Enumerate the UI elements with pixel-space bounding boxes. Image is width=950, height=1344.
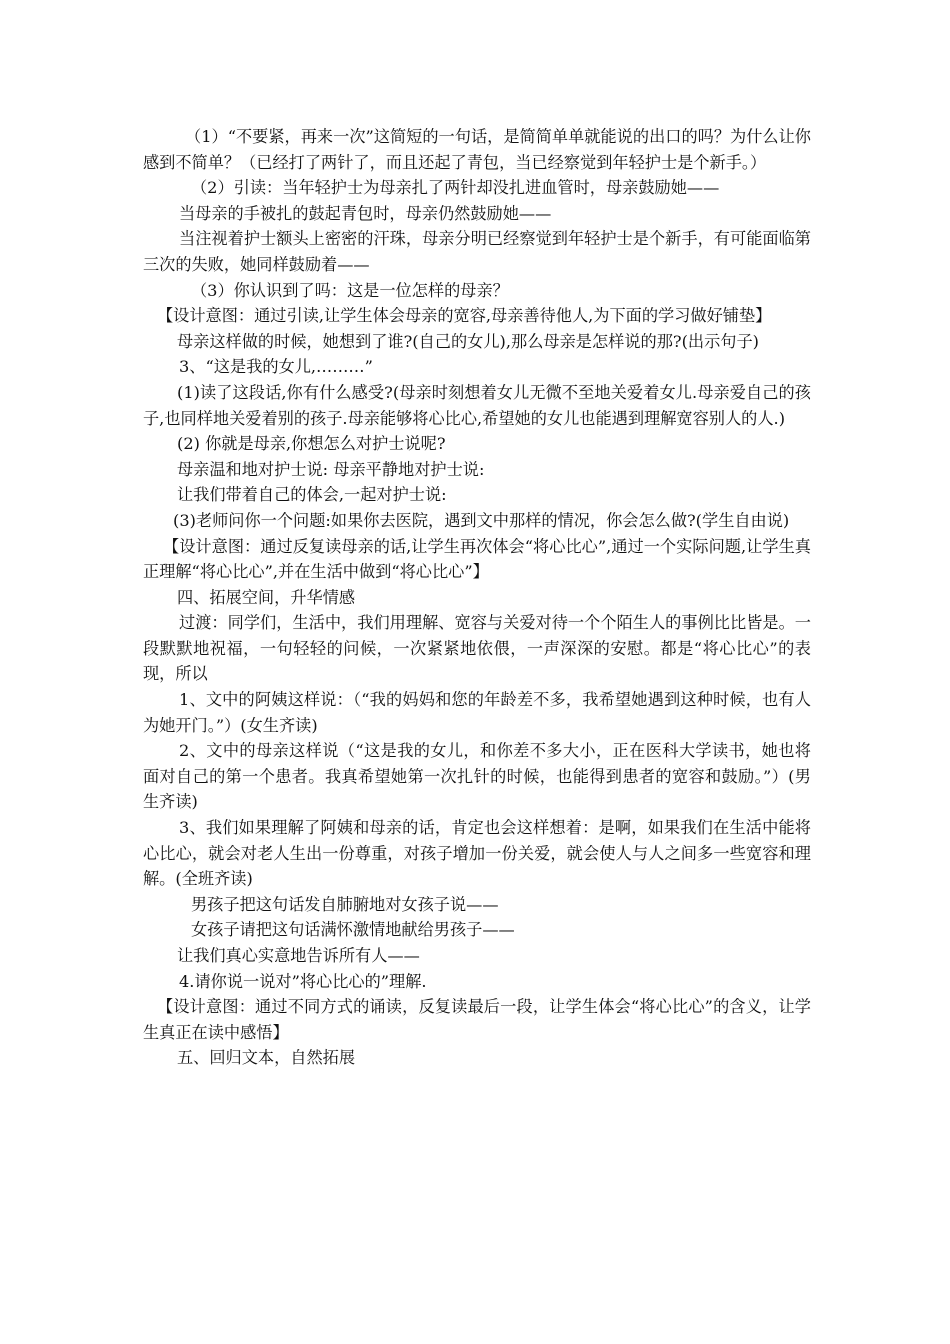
paragraph-16: 过渡：同学们，生活中，我们用理解、宽容与关爱对待一个个陌生人的事例比比皆是。一段默默地祝福，一句轻轻的问候，一次紧紧地依偎，一声深深的安慰。都是“将心比心”的表现，所以 xyxy=(143,613,811,684)
paragraph-18: 2、文中的母亲这样说（“这是我的女儿，和你差不多大小，正在医科大学读书，她也将面对自己的第一个患者。我真希望她第一次扎针的时候，也能得到患者的宽容和鼓励。”）(男生齐读) xyxy=(143,741,811,812)
paragraph-23: 4.请你说一说对”将心比心的”理解. xyxy=(179,971,427,991)
paragraph-17: 1、文中的阿姨这样说：（“我的妈妈和您的年龄差不多，我希望她遇到这种时候，也有人为她开门。”）(女生齐读) xyxy=(143,690,811,735)
paragraph-7: 母亲这样做的时候，她想到了谁?(自己的女儿),那么母亲是怎样说的那?(出示句子) xyxy=(177,331,759,351)
section-heading-5: 五、回归文本，自然拓展 xyxy=(177,1048,356,1068)
section-heading-4: 四、拓展空间，升华情感 xyxy=(177,587,356,607)
paragraph-5: （3）你认识到了吗：这是一位怎样的母亲？ xyxy=(191,280,509,300)
paragraph-1: （1）“不要紧，再来一次”这简短的一句话，是简简单单就能说的出口的吗？为什么让你感到不简单？（已经打了两针了，而且还起了青包，当已经察觉到年轻护士是个新手。） xyxy=(143,127,811,172)
paragraph-8: 3、“这是我的女儿,………” xyxy=(179,357,373,377)
paragraph-9: (1)读了这段话,你有什么感受?(母亲时刻想着女儿无微不至地关爱着女儿.母亲爱自己的孩子,也同样地关爱着别的孩子.母亲能够将心比心,希望她的女儿也能遇到理解宽容别人的人.) xyxy=(143,382,811,428)
paragraph-22: 让我们真心实意地告诉所有人—— xyxy=(177,946,420,965)
paragraph-3: 当母亲的手被扎的鼓起青包时，母亲仍然鼓励她—— xyxy=(179,203,552,223)
design-intent-1: 【设计意图：通过引读,让学生体会母亲的宽容,母亲善待他人,为下面的学习做好铺垫】 xyxy=(157,306,772,326)
paragraph-10: (2) 你就是母亲,你想怎么对护士说呢? xyxy=(177,434,446,454)
paragraph-12: 让我们带着自己的体会,一起对护士说: xyxy=(177,485,447,505)
paragraph-19: 3、我们如果理解了阿姨和母亲的话，肯定也会这样想着：是啊，如果我们在生活中能将心比心，就会对老人生出一份尊重，对孩子增加一份关爱，就会使人与人之间多一些宽容和理解。(全班齐读) xyxy=(143,818,811,889)
paragraph-11: 母亲温和地对护士说: 母亲平静地对护士说: xyxy=(177,459,485,479)
paragraph-4: 当注视着护士额头上密密的汗珠，母亲分明已经察觉到年轻护士是个新手，有可能面临第三次的失败，她同样鼓励着—— xyxy=(143,229,811,274)
design-intent-2: 【设计意图：通过反复读母亲的话,让学生再次体会“将心比心”,通过一个实际问题,让学生真正理解“将心比心”,并在生活中做到“将心比心”】 xyxy=(143,536,811,582)
paragraph-13: (3)老师问你一个问题:如果你去医院，遇到文中那样的情况，你会怎么做?(学生自由说) xyxy=(173,510,790,530)
paragraph-2: （2）引读：当年轻护士为母亲扎了两针却没扎进血管时，母亲鼓励她—— xyxy=(191,178,720,198)
document-page xyxy=(143,124,811,1071)
design-intent-3: 【设计意图：通过不同方式的诵读，反复读最后一段，让学生体会“将心比心”的含义，让学生真正在读中感悟】 xyxy=(143,997,811,1042)
paragraph-21: 女孩子请把这句话满怀激情地献给男孩子—— xyxy=(191,920,515,940)
paragraph-20: 男孩子把这句话发自肺腑地对女孩子说—— xyxy=(191,894,499,914)
